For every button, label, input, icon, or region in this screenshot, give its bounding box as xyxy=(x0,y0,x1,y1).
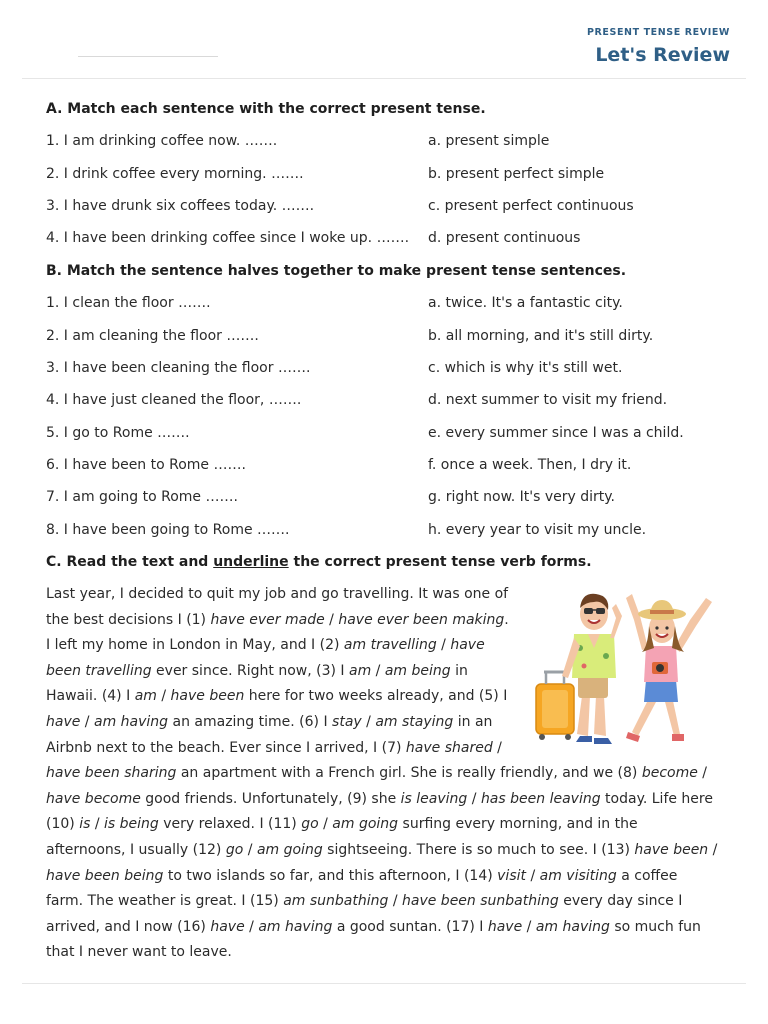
passage-text: / xyxy=(388,893,402,910)
section-b-second-half-d: d. next summer to visit my friend. xyxy=(428,392,668,408)
verb-option[interactable]: am sunbathing xyxy=(283,893,389,910)
passage-text: very relaxed. I (11) xyxy=(158,816,302,833)
verb-option[interactable]: have xyxy=(46,713,81,730)
bottom-rule xyxy=(22,983,746,984)
passage-text: / xyxy=(80,713,94,730)
verb-option[interactable]: have become xyxy=(46,790,141,807)
verb-option[interactable]: am going xyxy=(332,816,399,833)
passage-text: Last year, I decided to quit my job and go travelling. It was one of the best decisions I (1) xyxy=(46,586,509,628)
section-b-first-half-2: 2. I am cleaning the floor ……. xyxy=(46,328,259,344)
verb-option[interactable]: have shared xyxy=(405,739,493,756)
verb-option[interactable]: visit xyxy=(497,867,526,884)
section-b-second-half-b: b. all morning, and it's still dirty. xyxy=(428,328,654,344)
passage-text: / xyxy=(318,816,333,833)
verb-option[interactable]: stay xyxy=(332,713,362,730)
section-b-second-half-g: g. right now. It's very dirty. xyxy=(428,489,615,505)
section-a-sentence-1: 1. I am drinking coffee now. ……. xyxy=(46,133,278,149)
verb-option[interactable]: am visiting xyxy=(539,867,617,884)
verb-option[interactable]: have been sharing xyxy=(46,765,177,782)
verb-option[interactable]: has been leaving xyxy=(480,790,601,807)
verb-option[interactable]: have xyxy=(210,918,245,935)
section-a-sentence-3: 3. I have drunk six coffees today. ……. xyxy=(46,198,315,214)
section-b-second-half-f: f. once a week. Then, I dry it. xyxy=(428,457,632,473)
passage-text: in Hawaii. (4) I xyxy=(46,662,468,705)
verb-option[interactable]: have ever made xyxy=(210,611,325,628)
suitcase-icon xyxy=(536,672,574,740)
verb-option[interactable]: am having xyxy=(258,918,333,935)
verb-option[interactable]: go xyxy=(225,841,244,858)
passage-text: today. Life here (10) xyxy=(46,790,713,833)
section-b-first-half-8: 8. I have been going to Rome ……. xyxy=(46,522,290,538)
verb-option[interactable]: am going xyxy=(256,841,323,858)
passage-text: / xyxy=(467,790,481,807)
woman-figure xyxy=(626,594,712,742)
passage-text: . I left my home in London in May, and I (2) xyxy=(46,611,509,654)
verb-option[interactable]: have been xyxy=(634,841,709,858)
passage-text: an apartment with a French girl. She is really friendly, and we (8) xyxy=(176,765,642,782)
passage-text: so much fun that I never want to leave. xyxy=(46,918,701,961)
passage-text: / xyxy=(697,765,707,782)
verb-option[interactable]: have xyxy=(487,918,523,935)
passage-text: surfing every morning, and in the afternoons, I usually (12) xyxy=(46,816,638,858)
section-c-title-post: the correct present tense verb forms. xyxy=(288,554,592,570)
verb-option[interactable]: is being xyxy=(104,816,159,833)
page-title: Let's Review xyxy=(595,44,730,66)
passage-text: a good suntan. (17) I xyxy=(332,918,488,935)
passage-text: sightseeing. There is so much to see. I (13) xyxy=(322,841,635,858)
section-b-second-half-h: h. every year to visit my uncle. xyxy=(428,522,647,538)
header-kicker: PRESENT TENSE REVIEW xyxy=(586,27,730,38)
section-c-title-underlined: underline xyxy=(213,554,289,570)
passage-text: / xyxy=(522,918,536,935)
top-rule xyxy=(22,78,746,79)
section-b-second-half-c: c. which is why it's still wet. xyxy=(428,360,623,376)
passage-text: an amazing time. (6) I xyxy=(168,713,333,730)
section-a-option-b: b. present perfect simple xyxy=(428,166,605,182)
passage-text: / xyxy=(243,841,257,858)
section-b-second-half-e: e. every summer since I was a child. xyxy=(428,425,684,441)
verb-option[interactable]: have been being xyxy=(46,867,164,884)
section-c-title-pre: C. Read the text and xyxy=(46,554,214,570)
passage-text: / xyxy=(324,611,339,628)
section-b-second-half-a: a. twice. It's a fantastic city. xyxy=(428,295,623,311)
passage-text: good friends. Unfortunately, (9) she xyxy=(140,790,401,807)
passage-text: / xyxy=(526,867,540,884)
section-b-first-half-1: 1. I clean the floor ……. xyxy=(46,295,211,311)
passage-text: / xyxy=(156,688,171,705)
travellers-illustration xyxy=(522,586,732,752)
verb-option[interactable]: am being xyxy=(384,662,451,679)
verb-option[interactable]: am travelling xyxy=(343,637,437,654)
passage-text: in an Airbnb next to the beach. Ever since I arrived, I (7) xyxy=(46,713,493,756)
verb-option[interactable]: have been xyxy=(170,688,245,705)
passage-text: every day since I arrived, and I now (16) xyxy=(46,893,683,935)
section-c-title xyxy=(46,554,592,570)
section-b-first-half-3: 3. I have been cleaning the floor ……. xyxy=(46,360,311,376)
section-b-first-half-5: 5. I go to Rome ……. xyxy=(46,425,190,441)
verb-option[interactable]: is xyxy=(79,816,91,833)
section-a-sentence-4: 4. I have been drinking coffee since I woke up. ……. xyxy=(46,230,410,246)
section-a-option-c: c. present perfect continuous xyxy=(428,198,634,214)
verb-option[interactable]: have been travelling xyxy=(46,637,485,679)
passage-text: to two islands so far, and this afternoon, I (14) xyxy=(163,867,498,884)
passage-text: / xyxy=(436,637,451,654)
passage-text: / xyxy=(244,918,259,935)
passage-text: ever since. Right now, (3) I xyxy=(151,662,349,679)
verb-option[interactable]: become xyxy=(641,765,698,782)
passage-text: here for two weeks already, and (5) I xyxy=(244,688,508,705)
verb-option[interactable]: am having xyxy=(93,713,169,730)
section-a-option-a: a. present simple xyxy=(428,133,550,149)
passage-text: / xyxy=(371,662,385,679)
verb-option[interactable]: have been sunbathing xyxy=(402,893,559,910)
passage-text: / xyxy=(90,816,105,833)
section-a-sentence-2: 2. I drink coffee every morning. ……. xyxy=(46,166,304,182)
passage-text: / xyxy=(361,713,376,730)
section-b-first-half-6: 6. I have been to Rome ……. xyxy=(46,457,246,473)
section-b-first-half-4: 4. I have just cleaned the floor, ……. xyxy=(46,392,302,408)
section-a-option-d: d. present continuous xyxy=(428,230,581,246)
section-b-first-half-7: 7. I am going to Rome ……. xyxy=(46,489,238,505)
verb-option[interactable]: am having xyxy=(535,918,610,935)
verb-option[interactable]: am xyxy=(349,662,372,679)
verb-option[interactable]: go xyxy=(301,816,319,833)
section-b-title: B. Match the sentence halves together to make present tense sentences. xyxy=(46,263,627,279)
header-divider xyxy=(78,56,218,57)
verb-option[interactable]: am xyxy=(134,688,157,705)
passage-text: / xyxy=(708,841,718,858)
passage-text: a coffee farm. The weather is great. I (15) xyxy=(46,867,678,910)
section-a-title: A. Match each sentence with the correct present tense. xyxy=(46,101,486,117)
verb-option[interactable]: am staying xyxy=(375,713,454,730)
verb-option[interactable]: is leaving xyxy=(400,790,468,807)
verb-option[interactable]: have ever been making xyxy=(338,611,505,628)
passage-text: / xyxy=(492,739,502,756)
